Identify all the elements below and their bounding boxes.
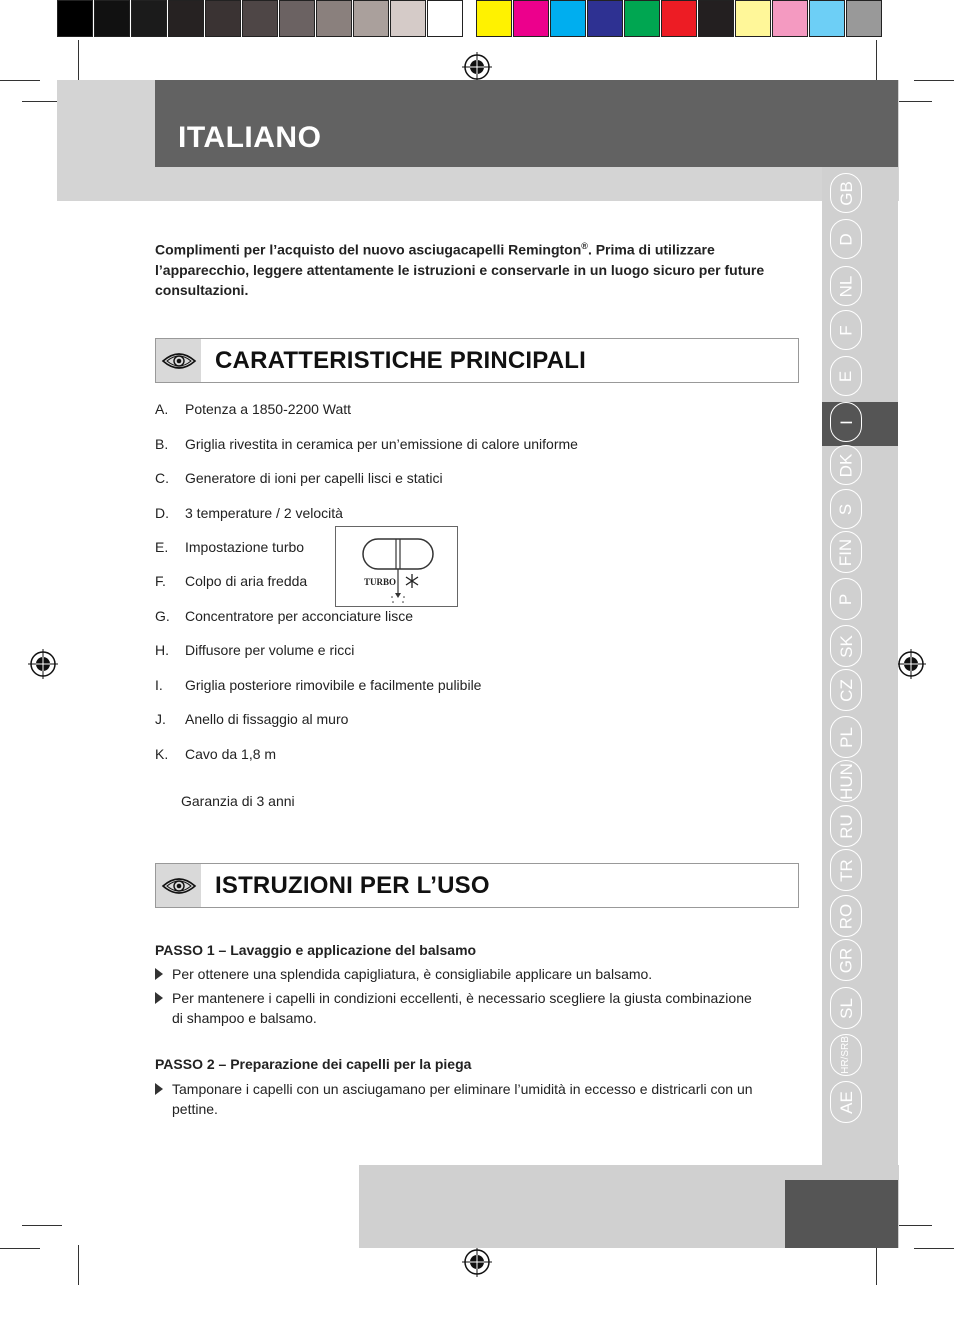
color-swatch xyxy=(94,0,130,37)
feature-letter: G. xyxy=(155,608,170,624)
features-heading: CARATTERISTICHE PRINCIPALI xyxy=(215,346,586,374)
color-calibration-bar xyxy=(57,0,883,37)
feature-letter: J. xyxy=(155,711,166,727)
eye-icon xyxy=(156,339,201,382)
language-code: GR xyxy=(836,947,856,973)
color-swatch xyxy=(846,0,882,37)
bullet-arrow-icon xyxy=(155,968,163,980)
language-tab-gb[interactable] xyxy=(830,173,862,213)
color-swatch xyxy=(57,0,93,37)
crop-mark xyxy=(876,40,877,80)
language-code: I xyxy=(836,419,856,425)
color-swatch xyxy=(242,0,278,37)
crop-mark xyxy=(0,1248,40,1249)
feature-text: Diffusore per volume e ricci xyxy=(185,642,355,658)
crop-mark xyxy=(78,1245,79,1285)
page-number-block xyxy=(785,1180,898,1248)
color-swatch xyxy=(772,0,808,37)
language-tab-i[interactable] xyxy=(830,402,862,442)
feature-item xyxy=(155,470,443,486)
language-tab-ae[interactable] xyxy=(830,1081,862,1123)
color-swatch xyxy=(809,0,845,37)
step-2-title: PASSO 2 – Preparazione dei capelli per la piega xyxy=(155,1056,472,1072)
feature-text: Colpo di aria fredda xyxy=(185,573,308,589)
feature-item xyxy=(155,608,413,624)
language-code: HUN xyxy=(836,762,856,800)
color-swatch xyxy=(168,0,204,37)
color-swatch xyxy=(390,0,426,37)
feature-letter: C. xyxy=(155,470,169,486)
crop-mark xyxy=(22,101,62,102)
language-code: D xyxy=(836,232,856,246)
crop-mark xyxy=(914,1248,954,1249)
feature-item xyxy=(155,746,276,762)
feature-text: Griglia rivestita in ceramica per un’emissione di calore uniforme xyxy=(185,436,578,452)
language-tab-tr[interactable] xyxy=(830,849,862,891)
language-tab-s[interactable] xyxy=(830,489,862,529)
color-swatch xyxy=(353,0,389,37)
color-swatch xyxy=(131,0,167,37)
step-1-bullet: Per ottenere una splendida capigliatura, è consigliabile applicare un balsamo. xyxy=(155,964,755,984)
color-swatch xyxy=(279,0,315,37)
language-tab-nl[interactable] xyxy=(830,266,862,306)
language-code: GB xyxy=(836,180,856,206)
color-swatch xyxy=(464,0,476,37)
registration-mark-icon xyxy=(462,1247,492,1277)
feature-text: Concentratore per acconciature lisce xyxy=(185,608,414,624)
language-tab-e[interactable] xyxy=(830,356,862,396)
color-swatch xyxy=(550,0,586,37)
feature-item xyxy=(155,401,351,417)
step-1-title: PASSO 1 – Lavaggio e applicazione del balsamo xyxy=(155,942,477,958)
language-code: SK xyxy=(836,634,856,658)
language-code: S xyxy=(836,503,856,515)
page-title: ITALIANO xyxy=(178,121,322,154)
language-code: P xyxy=(836,593,856,605)
language-tab-dk[interactable] xyxy=(830,445,862,485)
feature-item xyxy=(155,505,343,521)
language-tab-d[interactable] xyxy=(830,219,862,259)
language-tab-pl[interactable] xyxy=(830,716,862,758)
color-swatch xyxy=(587,0,623,37)
crop-mark xyxy=(914,80,954,81)
color-swatch xyxy=(316,0,352,37)
feature-letter: I. xyxy=(155,677,163,693)
bullet-arrow-icon xyxy=(155,1083,163,1095)
language-tab-gr[interactable] xyxy=(830,939,862,981)
feature-letter: D. xyxy=(155,505,169,521)
feature-letter: F. xyxy=(155,573,166,589)
language-code: AE xyxy=(836,1090,856,1114)
language-tab-f[interactable] xyxy=(830,310,862,350)
snowflake-icon xyxy=(406,574,418,588)
feature-text: Griglia posteriore rimovibile e facilmente pulibile xyxy=(185,677,482,693)
features-section-header xyxy=(155,338,799,383)
registration-mark-icon xyxy=(462,52,492,82)
feature-letter: H. xyxy=(155,642,169,658)
color-swatch xyxy=(661,0,697,37)
feature-text: Impostazione turbo xyxy=(185,539,305,555)
turbo-label: TURBO xyxy=(364,577,397,587)
turbo-cool-button-illustration xyxy=(335,526,458,607)
intro-text: Complimenti per l’acquisto del nuovo asciugacapelli Remington xyxy=(155,241,582,258)
intro-text-continued: . Prima di utilizzare l’apparecchio, leggere attentamente le istruzioni e conservarle in un luogo sicuro per future consultazioni. xyxy=(155,241,765,298)
step-2-bullet: Tamponare i capelli con un asciugamano per eliminare l’umidità in eccesso e districarli con un pettine. xyxy=(155,1079,755,1119)
language-tab-sl[interactable] xyxy=(830,987,862,1029)
feature-item xyxy=(155,539,304,555)
language-tab-hun[interactable] xyxy=(830,760,862,802)
crop-mark xyxy=(78,40,79,80)
language-code: HR/SRB xyxy=(840,1036,852,1074)
feature-text: Cavo da 1,8 m xyxy=(185,746,277,762)
language-tab-p[interactable] xyxy=(830,578,862,620)
feature-text: Generatore di ioni per capelli lisci e statici xyxy=(185,470,443,486)
language-code: NL xyxy=(836,275,856,297)
feature-item xyxy=(155,677,481,693)
feature-item xyxy=(155,573,307,589)
language-tab-ro[interactable] xyxy=(830,895,862,937)
registration-mark-icon xyxy=(28,649,58,679)
language-tab-fin[interactable] xyxy=(830,531,862,573)
language-code: PL xyxy=(836,726,856,748)
eye-icon xyxy=(156,864,201,907)
registered-mark: ® xyxy=(581,241,588,251)
bullet-arrow-icon xyxy=(155,992,163,1004)
feature-text: 3 temperature / 2 velocità xyxy=(185,505,343,521)
language-code: TR xyxy=(836,858,856,882)
crop-mark xyxy=(876,1245,877,1285)
crop-mark xyxy=(0,80,40,81)
instructions-section-header xyxy=(155,863,799,908)
color-swatch xyxy=(513,0,549,37)
feature-item xyxy=(155,642,354,658)
feature-item xyxy=(155,711,348,727)
color-swatch xyxy=(205,0,241,37)
language-tab-hr-srb[interactable] xyxy=(830,1034,862,1076)
color-swatch xyxy=(735,0,771,37)
instructions-heading: ISTRUZIONI PER L’USO xyxy=(215,871,490,899)
language-tab-ru[interactable] xyxy=(830,805,862,847)
intro-paragraph xyxy=(155,236,795,300)
feature-item xyxy=(155,436,578,452)
feature-text: Potenza a 1850-2200 Watt xyxy=(185,401,352,417)
warranty-text: Garanzia di 3 anni xyxy=(181,793,295,809)
feature-text: Anello di fissaggio al muro xyxy=(185,711,349,727)
language-code: CZ xyxy=(836,678,856,702)
language-tab-cz[interactable] xyxy=(830,669,862,711)
registration-mark-icon xyxy=(896,649,926,679)
feature-letter: K. xyxy=(155,746,169,762)
language-code: RU xyxy=(836,813,856,839)
language-code: SL xyxy=(836,997,856,1019)
language-code: E xyxy=(836,370,856,382)
step-1-bullet: Per mantenere i capelli in condizioni eccellenti, è necessario scegliere la giusta combinazione di shampoo e balsamo. xyxy=(155,988,755,1028)
crop-mark xyxy=(22,1225,62,1226)
language-code: DK xyxy=(836,453,856,477)
color-swatch xyxy=(698,0,734,37)
feature-letter: B. xyxy=(155,436,169,452)
color-swatch xyxy=(427,0,463,37)
language-code: F xyxy=(836,324,856,336)
language-code: RO xyxy=(836,903,856,929)
feature-letter: E. xyxy=(155,539,169,555)
language-tab-sk[interactable] xyxy=(830,625,862,667)
color-swatch xyxy=(624,0,660,37)
color-swatch xyxy=(476,0,512,37)
feature-letter: A. xyxy=(155,401,169,417)
language-code: FIN xyxy=(836,538,856,566)
